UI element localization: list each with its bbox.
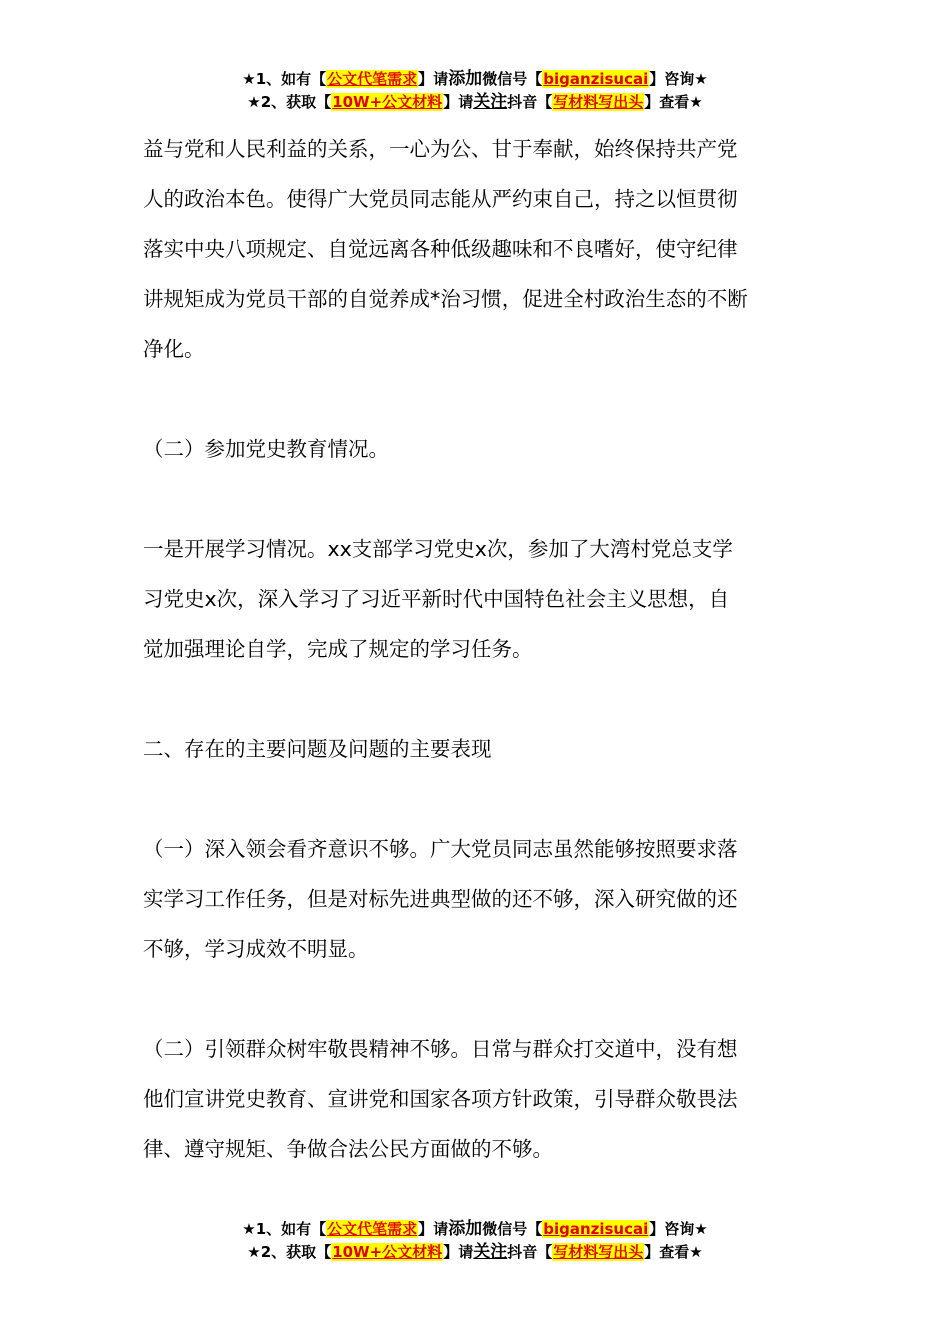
promo-text: 】咨询★ [649,70,708,88]
paragraph-6 [143,1024,815,1174]
paragraph-spacer [143,774,815,824]
text-line: 益与党和人民利益的关系，一心为公、甘于奉献，始终保持共产党 [143,137,738,161]
promo-line-2 [0,1241,950,1264]
document-body [143,124,815,1174]
promo-line-1 [0,68,950,91]
text-line: 一是开展学习情况。xx支部学习党史x次，参加了大湾村党总支学 [143,537,733,561]
promo-douyin-id: 写材料写出头 [553,93,644,111]
paragraph-3 [143,524,815,674]
promo-text: ★2、获取【 [247,93,332,111]
promo-text: 微信号【 [482,70,543,88]
promo-text: 】咨询★ [649,1220,708,1238]
promo-text: 】请 [418,70,449,88]
text-line: 习党史x次，深入学习了习近平新时代中国特色社会主义思想，自 [143,587,730,611]
text-line: 觉加强理论自学，完成了规定的学习任务。 [143,637,533,661]
promo-wechat-id: biganzisucai [543,1220,649,1238]
paragraph-spacer [143,374,815,424]
promo-text: ★1、如有【 [242,1220,327,1238]
promo-line-1 [0,1218,950,1241]
header-promo-banner [0,68,950,114]
promo-text: 抖音【 [507,1243,553,1261]
text-line: 讲规矩成为党员干部的自觉养成*治习惯，促进全村政治生态的不断 [143,287,748,311]
paragraph-1 [143,124,815,374]
promo-text: 抖音【 [507,93,553,111]
promo-text: 】请 [418,1220,449,1238]
text-line: 律、遵守规矩、争做合法公民方面做的不够。 [143,1137,553,1161]
footer-promo-banner [0,1218,950,1264]
paragraph-5 [143,824,815,974]
section-heading-party-history [143,424,815,474]
promo-emphasis: 添加 [448,69,483,89]
promo-highlight: 10W+公文材料 [332,93,443,111]
section-heading-problems [143,724,815,774]
promo-douyin-id: 写材料写出头 [553,1243,644,1261]
text-line: （二）引领群众树牢敬畏精神不够。日常与群众打交道中，没有想 [143,1037,738,1061]
promo-text: 】查看★ [644,93,703,111]
text-line: 净化。 [143,337,205,361]
promo-text: 微信号【 [482,1220,543,1238]
text-line: 他们宣讲党史教育、宣讲党和国家各项方针政策，引导群众敬畏法 [143,1087,738,1111]
text-line: 二、存在的主要问题及问题的主要表现 [143,737,492,761]
text-line: （二）参加党史教育情况。 [143,437,389,461]
promo-text: 】请 [443,1243,474,1261]
text-line: 人的政治本色。使得广大党员同志能从严约束自己，持之以恒贯彻 [143,187,738,211]
text-line: 不够，学习成效不明显。 [143,937,369,961]
promo-highlight: 公文代笔需求 [327,1220,418,1238]
promo-emphasis: 关注 [473,1242,508,1262]
text-line: （一）深入领会看齐意识不够。广大党员同志虽然能够按照要求落 [143,837,738,861]
promo-highlight: 公文代笔需求 [327,70,418,88]
promo-highlight: 10W+公文材料 [332,1243,443,1261]
promo-wechat-id: biganzisucai [543,70,649,88]
promo-text: 】查看★ [644,1243,703,1261]
promo-emphasis: 关注 [473,92,508,112]
text-line: 落实中央八项规定、自觉远离各种低级趣味和不良嗜好，使守纪律 [143,237,738,261]
promo-emphasis: 添加 [448,1219,483,1239]
promo-line-2 [0,91,950,114]
promo-text: ★1、如有【 [242,70,327,88]
paragraph-spacer [143,674,815,724]
paragraph-spacer [143,474,815,524]
promo-text: ★2、获取【 [247,1243,332,1261]
paragraph-spacer [143,974,815,1024]
text-line: 实学习工作任务，但是对标先进典型做的还不够，深入研究做的还 [143,887,738,911]
promo-text: 】请 [443,93,474,111]
